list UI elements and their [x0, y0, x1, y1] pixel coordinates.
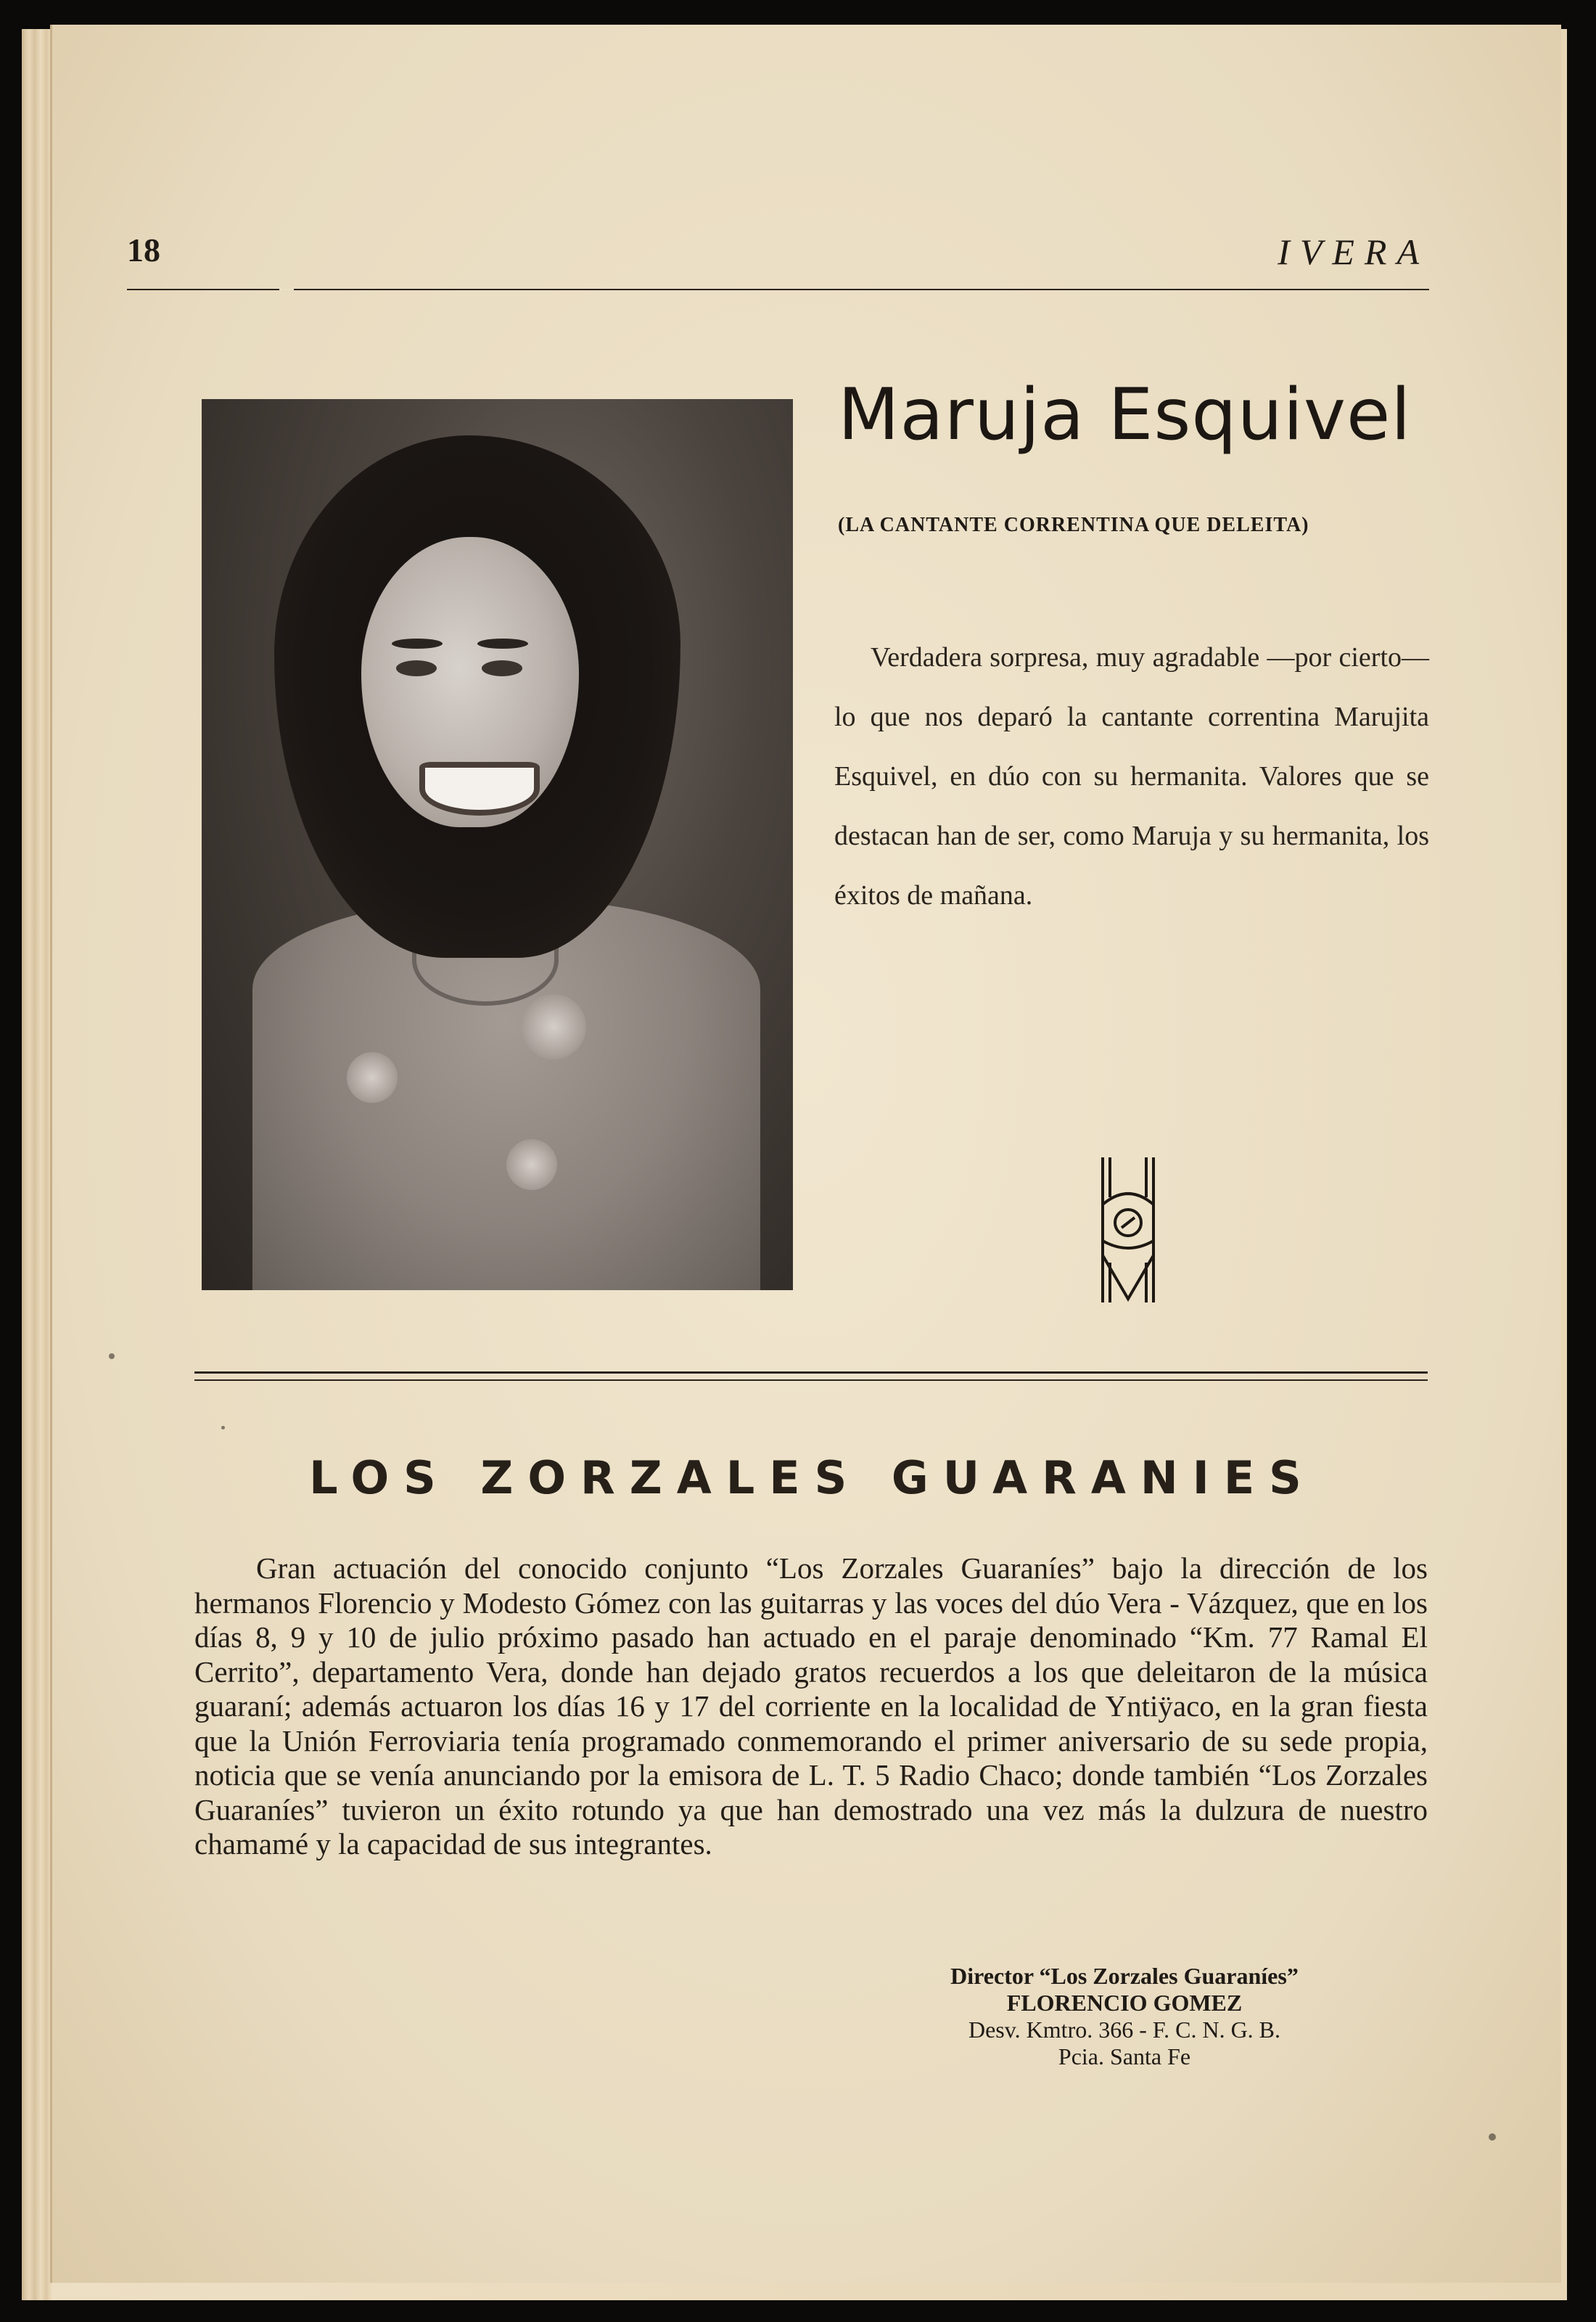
- signature-address: Desv. Kmtro. 366 - F. C. N. G. B.: [968, 2017, 1281, 2043]
- photo-flower: [521, 994, 586, 1059]
- dust-speck: [221, 1426, 225, 1429]
- photo-smile: [419, 762, 540, 816]
- article-body: Gran actuación del conocido conjunto “Los Zorzales Guaraníes” bajo la dirección de los hermanos Florencio y Modesto Gómez con las guitarras y las voces del dúo Vera - Vázquez, que en los días 8, 9 y 10 de julio próximo pasado han actuado en el paraje denominado “Km. 77 Ramal El Cerrito”, departamento Vera, donde han dejado gratos recuerdos a los que deleitaron de la música guaraní; además actuaron los días 16 y 17 del corriente en la localidad de Yntiÿaco, en la gran fiesta que la Unión Ferroviaria tenía programado conmemorando el primer aniversario de su sede propia, noticia que se venía anunciando por la emisora de L. T. 5 Radio Chaco; donde también “Los Zorzales Guaraníes” tuvieron un éxito rotundo ya que han demostrado una vez más la dulzura de nuestro chamamé y la capacidad de sus integrantes.: [194, 1551, 1428, 1861]
- section-divider: [194, 1371, 1428, 1381]
- article-title: LOS ZORZALES GUARANIES: [309, 1451, 1316, 1504]
- ivera-logo-icon: [1095, 1154, 1161, 1306]
- header-rule: [127, 289, 1429, 290]
- dust-speck: [109, 1353, 115, 1359]
- article-subtitle: (LA CANTANTE CORRENTINA QUE DELEITA): [838, 514, 1309, 536]
- journal-name: IVERA: [1278, 231, 1429, 272]
- signature-role: Director “Los Zorzales Guaraníes”: [950, 1963, 1299, 1989]
- photo-brow: [392, 639, 443, 649]
- article-title: Maruja Esquivel: [838, 374, 1412, 456]
- article-signature: [762, 1963, 1487, 2070]
- photo-eye: [482, 660, 522, 676]
- portrait-photo: [202, 399, 793, 1290]
- signature-name: FLORENCIO GOMEZ: [1006, 1990, 1243, 2016]
- photo-eye: [396, 660, 437, 676]
- dust-speck: [1489, 2133, 1496, 2141]
- page-header: [127, 231, 1429, 282]
- photo-flower: [347, 1052, 398, 1103]
- page-number: 18: [127, 231, 160, 268]
- photo-flower: [506, 1139, 557, 1190]
- photo-brow: [477, 639, 528, 649]
- signature-province: Pcia. Santa Fe: [1058, 2043, 1191, 2069]
- article-body: Verdadera sorpresa, muy agradable —por cierto— lo que nos deparó la cantante correntina Marujita Esquivel, en dúo con su hermanita. Valores que se destacan han de ser, como Maruja y su hermanita, los éxitos de mañana.: [834, 642, 1429, 911]
